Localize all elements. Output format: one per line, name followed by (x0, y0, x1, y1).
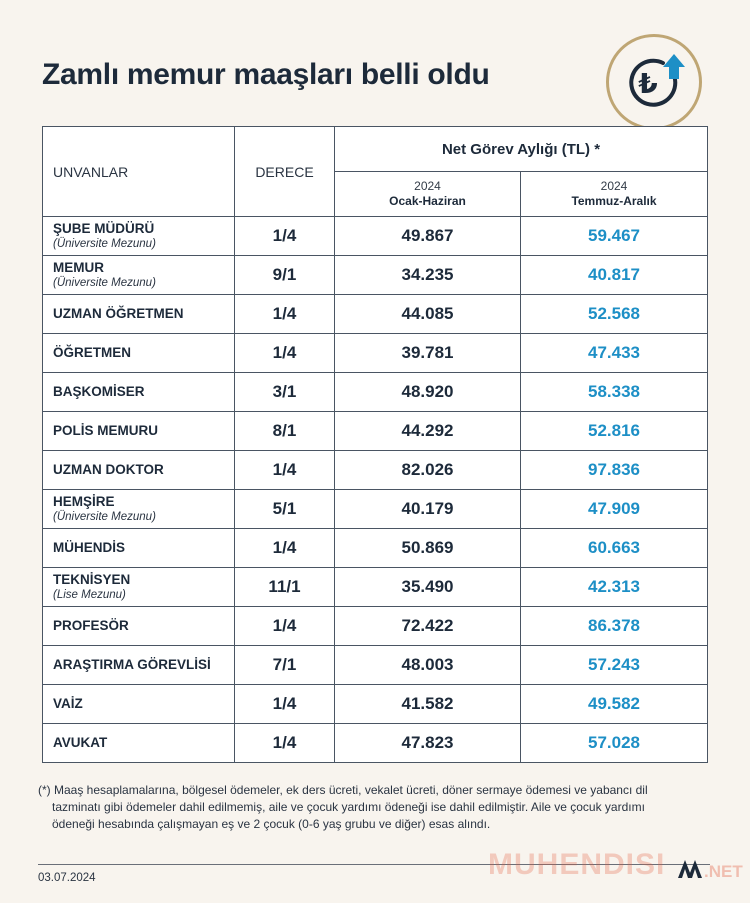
cell-salary-h1: 41.582 (335, 685, 521, 724)
header-titles: UNVANLAR (43, 127, 235, 217)
cell-salary-h2: 52.568 (521, 295, 708, 334)
cell-degree: 11/1 (235, 568, 335, 607)
title-name: PROFESÖR (53, 618, 129, 633)
cell-title (43, 490, 235, 529)
cell-title (43, 217, 235, 256)
cell-degree: 1/4 (235, 685, 335, 724)
table-row (43, 256, 708, 295)
cell-salary-h1: 44.085 (335, 295, 521, 334)
title-name: POLİS MEMURU (53, 423, 159, 438)
cell-salary-h2: 97.836 (521, 451, 708, 490)
title-name: MÜHENDİS (53, 540, 126, 555)
table-row (43, 685, 708, 724)
cell-degree: 1/4 (235, 451, 335, 490)
watermark-suffix: .NET (704, 862, 743, 881)
cell-salary-h1: 82.026 (335, 451, 521, 490)
cell-degree: 1/4 (235, 607, 335, 646)
cell-salary-h1: 44.292 (335, 412, 521, 451)
title-name: TEKNİSYEN (53, 572, 131, 587)
title-name: ÖĞRETMEN (53, 345, 132, 360)
agency-logo (676, 858, 704, 880)
title-name: AVUKAT (53, 735, 108, 750)
cell-title (43, 568, 235, 607)
cell-salary-h1: 39.781 (335, 334, 521, 373)
cell-salary-h2: 57.028 (521, 724, 708, 763)
footnote-line-1: (*) Maaş hesaplamalarına, bölgesel ödemeler, ek ders ücreti, vekalet ücreti, döner sermaye ödemesi ve yabancı dil (38, 783, 648, 797)
table-row (43, 490, 708, 529)
title-name: HEMŞİRE (53, 494, 115, 509)
cell-degree: 5/1 (235, 490, 335, 529)
cell-salary-h1: 34.235 (335, 256, 521, 295)
table-row (43, 412, 708, 451)
cell-degree: 1/4 (235, 217, 335, 256)
header-net-salary: Net Görev Aylığı (TL) * (335, 127, 708, 172)
cell-salary-h1: 49.867 (335, 217, 521, 256)
table-row (43, 217, 708, 256)
svg-text:₺: ₺ (638, 67, 658, 100)
title-name: BAŞKOMİSER (53, 384, 145, 399)
table-row (43, 334, 708, 373)
cell-salary-h1: 40.179 (335, 490, 521, 529)
watermark: MUHENDISI (488, 848, 666, 881)
cell-salary-h2: 60.663 (521, 529, 708, 568)
cell-degree: 8/1 (235, 412, 335, 451)
cell-salary-h2: 57.243 (521, 646, 708, 685)
publish-date: 03.07.2024 (38, 872, 96, 884)
table-row (43, 568, 708, 607)
title-name: ARAŞTIRMA GÖREVLİSİ (53, 657, 211, 672)
footnote (38, 782, 710, 833)
cell-title (43, 451, 235, 490)
footnote-line-2: tazminatı gibi ödemeler dahil edilmemiş, aile ve çocuk yardımı ödeneği ise dahil edilmiştir. Aile ve çocuk yardımı (52, 800, 645, 814)
header-period-h2: 2024 Temmuz-Aralık (521, 172, 708, 217)
cell-title (43, 646, 235, 685)
table-row (43, 646, 708, 685)
cell-salary-h2: 52.816 (521, 412, 708, 451)
cell-degree: 1/4 (235, 295, 335, 334)
cell-salary-h1: 35.490 (335, 568, 521, 607)
title-note: (Üniversite Mezunu) (53, 511, 156, 523)
cell-salary-h1: 48.003 (335, 646, 521, 685)
table-row (43, 295, 708, 334)
cell-title (43, 529, 235, 568)
salary-table (42, 126, 707, 763)
cell-degree: 9/1 (235, 256, 335, 295)
cell-title (43, 685, 235, 724)
cell-title (43, 334, 235, 373)
cell-salary-h1: 47.823 (335, 724, 521, 763)
title-note: (Üniversite Mezunu) (53, 277, 156, 289)
cell-salary-h2: 59.467 (521, 217, 708, 256)
table-row (43, 724, 708, 763)
cell-salary-h2: 49.582 (521, 685, 708, 724)
cell-degree: 7/1 (235, 646, 335, 685)
cell-title (43, 373, 235, 412)
table-row (43, 607, 708, 646)
cell-degree: 1/4 (235, 529, 335, 568)
cell-title (43, 607, 235, 646)
cell-salary-h1: 48.920 (335, 373, 521, 412)
page-title: Zamlı memur maaşları belli oldu (42, 58, 490, 91)
cell-degree: 1/4 (235, 334, 335, 373)
title-name: VAİZ (53, 696, 83, 711)
cell-salary-h1: 50.869 (335, 529, 521, 568)
table-row (43, 529, 708, 568)
cell-degree: 3/1 (235, 373, 335, 412)
cell-title (43, 295, 235, 334)
cell-title (43, 256, 235, 295)
cell-degree: 1/4 (235, 724, 335, 763)
lira-increase-icon (606, 34, 702, 130)
cell-salary-h2: 58.338 (521, 373, 708, 412)
cell-title (43, 724, 235, 763)
title-name: UZMAN DOKTOR (53, 462, 164, 477)
title-note: (Lise Mezunu) (53, 589, 126, 601)
cell-salary-h2: 86.378 (521, 607, 708, 646)
cell-title (43, 412, 235, 451)
header-degree: DERECE (235, 127, 335, 217)
cell-salary-h2: 40.817 (521, 256, 708, 295)
cell-salary-h1: 72.422 (335, 607, 521, 646)
table-row (43, 373, 708, 412)
footnote-line-3: ödeneği hesabında çalışmayan eş ve 2 çocuk (0-6 yaş grubu ve diğer) esas alındı. (52, 817, 491, 831)
cell-salary-h2: 42.313 (521, 568, 708, 607)
title-name: MEMUR (53, 260, 104, 275)
title-name: UZMAN ÖĞRETMEN (53, 306, 184, 321)
table-row (43, 451, 708, 490)
title-note: (Üniversite Mezunu) (53, 238, 156, 250)
cell-salary-h2: 47.909 (521, 490, 708, 529)
cell-salary-h2: 47.433 (521, 334, 708, 373)
header-period-h1: 2024 Ocak-Haziran (335, 172, 521, 217)
title-name: ŞUBE MÜDÜRÜ (53, 221, 155, 236)
